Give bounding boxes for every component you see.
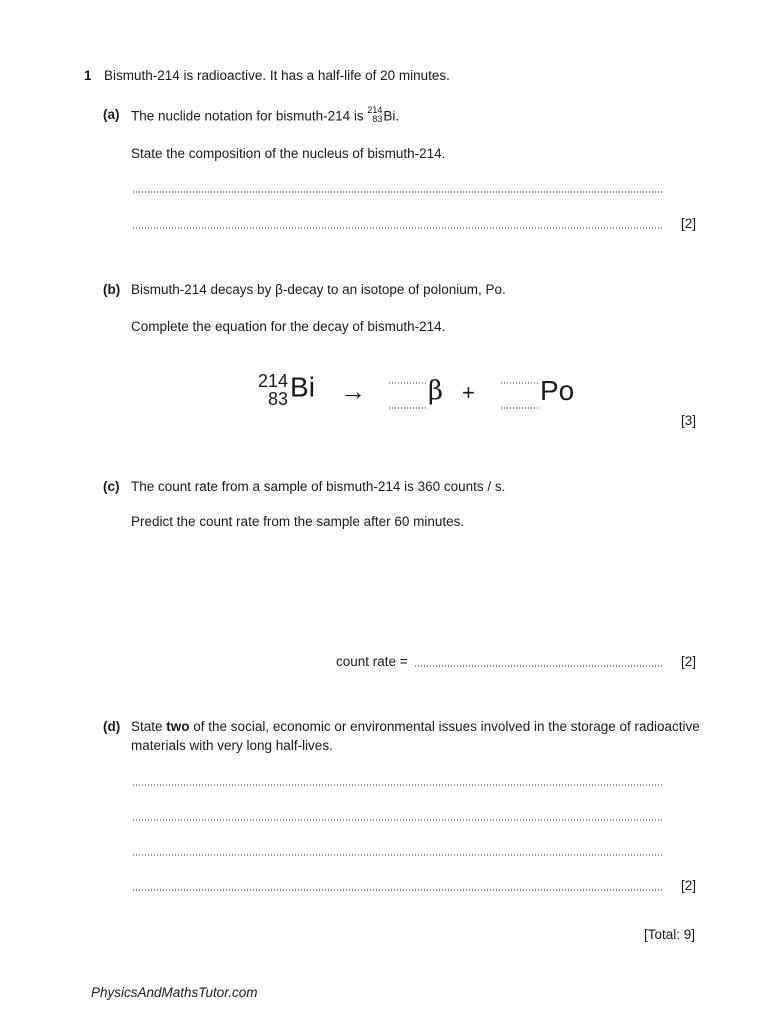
part-a-text bbox=[131, 105, 400, 126]
part-b-label: (b) bbox=[103, 282, 121, 297]
part-d-text bbox=[131, 720, 700, 734]
part-c-label: (c) bbox=[103, 479, 120, 494]
part-b-instruction: Complete the equation for the decay of bismuth-214. bbox=[131, 319, 446, 334]
part-b-text: Bismuth-214 decays by β-decay to an isotope of polonium, Po. bbox=[131, 282, 506, 297]
part-a-symbol: Bi bbox=[383, 108, 396, 124]
part-d-text-start: State bbox=[131, 719, 167, 734]
count-rate-label: count rate = bbox=[336, 654, 408, 669]
decay-arrow: → bbox=[340, 376, 366, 406]
part-d-text-bold: two bbox=[166, 719, 190, 734]
part-a-text-after: . bbox=[395, 108, 400, 124]
part-b-marks: [3] bbox=[680, 413, 696, 428]
parent-atomic-number: 83 bbox=[268, 389, 289, 409]
part-d-answer-line-4[interactable] bbox=[132, 889, 664, 891]
part-d-text-line2: materials with very long half-lives. bbox=[131, 738, 333, 753]
beta-mass-number-blank[interactable] bbox=[388, 382, 426, 384]
po-mass-number-blank[interactable] bbox=[500, 382, 538, 384]
part-c-instruction: Predict the count rate from the sample after 60 minutes. bbox=[131, 514, 465, 529]
po-atomic-number-blank[interactable] bbox=[500, 407, 538, 409]
part-d-marks: [2] bbox=[680, 878, 696, 893]
part-d-text-end: of the social, economic or environmental issues involved in the storage of radioactive bbox=[189, 719, 700, 734]
part-d-answer-line-2[interactable] bbox=[132, 819, 664, 821]
question-intro: Bismuth-214 is radioactive. It has a half-life of 20 minutes. bbox=[104, 68, 450, 83]
part-a-answer-line-2[interactable] bbox=[132, 227, 664, 229]
plus-sign: + bbox=[462, 380, 475, 405]
question-number: 1 bbox=[84, 68, 92, 83]
count-rate-answer-line[interactable] bbox=[414, 665, 664, 667]
parent-symbol: Bi bbox=[290, 371, 315, 403]
part-a-mass-number: 214 bbox=[367, 105, 383, 115]
question-total: [Total: 9] bbox=[644, 927, 696, 942]
decay-equation-parent bbox=[258, 371, 315, 407]
parent-mass-number: 214 bbox=[258, 371, 289, 391]
part-a-atomic-number: 83 bbox=[372, 114, 383, 124]
footer-site: PhysicsAndMathsTutor.com bbox=[91, 985, 258, 1000]
part-d-answer-line-3[interactable] bbox=[132, 854, 664, 856]
part-a-instruction: State the composition of the nucleus of bismuth-214. bbox=[131, 146, 446, 161]
product-symbol: Po bbox=[540, 375, 575, 406]
part-a-label: (a) bbox=[103, 107, 120, 122]
part-d-label: (d) bbox=[103, 719, 121, 734]
beta-atomic-number-blank[interactable] bbox=[388, 407, 426, 409]
part-a-answer-line-1[interactable] bbox=[132, 191, 664, 193]
part-c-marks: [2] bbox=[680, 654, 696, 669]
part-a-marks: [2] bbox=[680, 216, 696, 231]
part-a-nuclide bbox=[367, 105, 396, 126]
part-a-text-before: The nuclide notation for bismuth-214 is bbox=[131, 108, 368, 124]
part-c-text: The count rate from a sample of bismuth-214 is 360 counts / s. bbox=[131, 479, 506, 494]
part-d-answer-line-1[interactable] bbox=[132, 784, 664, 786]
beta-symbol: β bbox=[428, 376, 444, 406]
